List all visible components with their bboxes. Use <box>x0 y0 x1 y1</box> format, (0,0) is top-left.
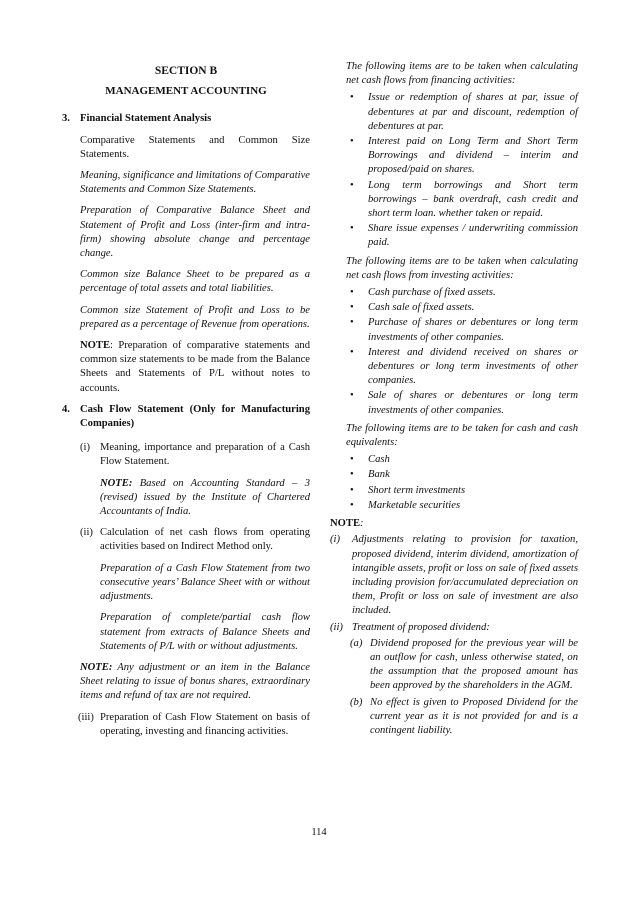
paragraph: Common size Balance Sheet to be prepared as a percentage of total assets and total liabilities. <box>80 269 310 295</box>
topic-number: 3. <box>62 113 70 125</box>
note-heading: NOTE: <box>330 518 364 530</box>
list-item: • Cash sale of fixed assets. <box>346 301 578 315</box>
paragraph: Preparation of Comparative Balance Sheet and Statement of Profit and Loss (inter-firm and intra-firm) showing absolute change and percentage change. <box>80 205 310 260</box>
list-item: • Bank <box>346 468 578 482</box>
list-item: • Short term investments <box>346 484 578 498</box>
list-item: • Share issue expenses / underwriting commission paid. <box>350 223 578 249</box>
left-column <box>62 60 310 746</box>
list-item: • Long term borrowings and Short term borrowings – bank overdraft, cash credit and short term loan. whether taken or repaid. <box>350 179 578 220</box>
paragraph: Meaning, importance and preparation of a Cash Flow Statement. <box>100 442 310 468</box>
bullet-icon: • <box>350 136 354 148</box>
bullet-icon: • <box>350 317 354 329</box>
bullet-icon: • <box>350 302 354 314</box>
bullet-icon: • <box>350 223 354 235</box>
subtopic-i <box>62 441 310 519</box>
paragraph: Common size Statement of Profit and Loss to be prepared as a percentage of Revenue from operations. <box>80 304 310 330</box>
paragraph: Comparative Statements and Common Size Statements. <box>80 134 310 160</box>
sub-note-letter: (a) <box>350 637 363 649</box>
cash-list <box>346 453 578 513</box>
bullet-icon: • <box>350 179 354 191</box>
list-item: • Interest paid on Long Term and Short Term Borrowings and dividend – interim and proposed/paid on shares. <box>350 136 578 176</box>
note-text: Adjustments relating to provision for taxation, proposed dividend, interim dividend, amortization of intangible assets, profit or loss on sale of fixed assets including provision for/accumulated depreciation on them, Profit or loss on sale of investment are also included. <box>352 534 578 617</box>
note-text: : Preparation of comparative statements and common size statements to be made from the Balance Sheets and Statements of P/L without notes to accounts. <box>80 340 310 394</box>
bullet-icon: • <box>350 287 354 299</box>
bullet-icon: • <box>350 454 354 466</box>
list-item: • Cash <box>346 453 578 467</box>
subtopic-number: (ii) <box>80 527 93 539</box>
note-block <box>330 517 578 738</box>
note-label: NOTE <box>330 518 361 530</box>
right-column <box>330 60 578 740</box>
subtopic-number: (i) <box>80 442 90 454</box>
list-item: • Purchase of shares or debentures or long term investments of other companies. <box>350 317 578 343</box>
subtopic-ii <box>62 526 310 654</box>
topic-heading: Cash Flow Statement (Only for Manufacturing Companies) <box>80 403 310 430</box>
topic-heading: Financial Statement Analysis <box>80 113 212 125</box>
note-paragraph <box>80 339 310 396</box>
bullet-icon: • <box>350 469 354 481</box>
cash-intro: The following items are to be taken for cash and cash equivalents: <box>346 422 578 449</box>
note-ii <box>330 621 578 635</box>
note-label: NOTE: <box>80 661 113 673</box>
bullet-icon: • <box>350 390 354 402</box>
list-item: • Interest and dividend received on shares or debentures or long term investments of other companies. <box>350 346 578 387</box>
paragraph: Calculation of net cash flows from operating activities based on Indirect Method only. <box>100 527 310 553</box>
note-ii-b <box>330 696 578 739</box>
sub-note-text: No effect is given to Proposed Dividend for the current year as it is not provided for and is a contingent liability. <box>370 696 578 736</box>
note-label: NOTE <box>80 340 111 352</box>
note-text: Treatment of proposed dividend: <box>352 621 490 633</box>
bullet-icon: • <box>350 499 354 511</box>
note-i <box>330 533 578 618</box>
investing-intro: The following items are to be taken when calculating net cash flows from investing activities: <box>346 255 578 281</box>
section-subtitle: MANAGEMENT ACCOUNTING <box>105 85 267 98</box>
list-item: • Marketable securities <box>346 499 578 513</box>
bullet-icon: • <box>350 92 354 104</box>
note-number: (ii) <box>330 621 343 633</box>
investing-list <box>346 286 578 418</box>
paragraph: Preparation of complete/partial cash flow statement from extracts of Balance Sheets and Statements of P/L with or without adjustments. <box>100 612 310 652</box>
financing-list <box>346 91 578 250</box>
financing-intro: The following items are to be taken when calculating net cash flows from financing activities: <box>346 61 578 87</box>
list-item: • Issue or redemption of shares at par, issue of debentures at par and discount, redemption of debentures at par. <box>350 92 578 132</box>
note-text: Any adjustment or an item in the Balance Sheet relating to issue of bonus shares, extraordinary items and refund of tax are not required. <box>80 661 310 702</box>
note-text: Based on Accounting Standard – 3 (revised) issued by the Institute of Chartered Accountants of India. <box>100 477 310 518</box>
paragraph: Preparation of a Cash Flow Statement from two consecutive years’ Balance Sheet with or without adjustments. <box>100 562 310 603</box>
note-label: NOTE: <box>100 477 133 489</box>
topic-4 <box>62 403 310 431</box>
section-title: SECTION B <box>154 65 218 77</box>
subtopic-number: (iii) <box>78 711 94 723</box>
sub-note-text: Dividend proposed for the previous year will be an outflow for cash, unless otherwise stated, on the assumption that the proposed amount has been approved by the shareholders in the AGM. <box>370 637 578 692</box>
note-number: (i) <box>330 534 340 546</box>
list-item: • Sale of shares or debentures or long term investments of other companies. <box>350 390 578 416</box>
bullet-icon: • <box>350 346 354 358</box>
bullet-icon: • <box>350 484 354 496</box>
list-item: • Cash purchase of fixed assets. <box>346 286 578 300</box>
paragraph: Preparation of Cash Flow Statement on basis of operating, investing and financing activities. <box>100 711 310 737</box>
subtopic-iii <box>62 711 310 739</box>
page-number: 114 <box>311 827 327 838</box>
topic-number: 4. <box>62 403 70 415</box>
topic-3 <box>62 112 310 395</box>
note-paragraph <box>62 661 310 704</box>
note-ii-a <box>330 637 578 694</box>
paragraph: Meaning, significance and limitations of Comparative Statements and Common Size Statements. <box>80 170 310 196</box>
sub-note-letter: (b) <box>350 696 363 708</box>
note-paragraph <box>100 477 310 520</box>
